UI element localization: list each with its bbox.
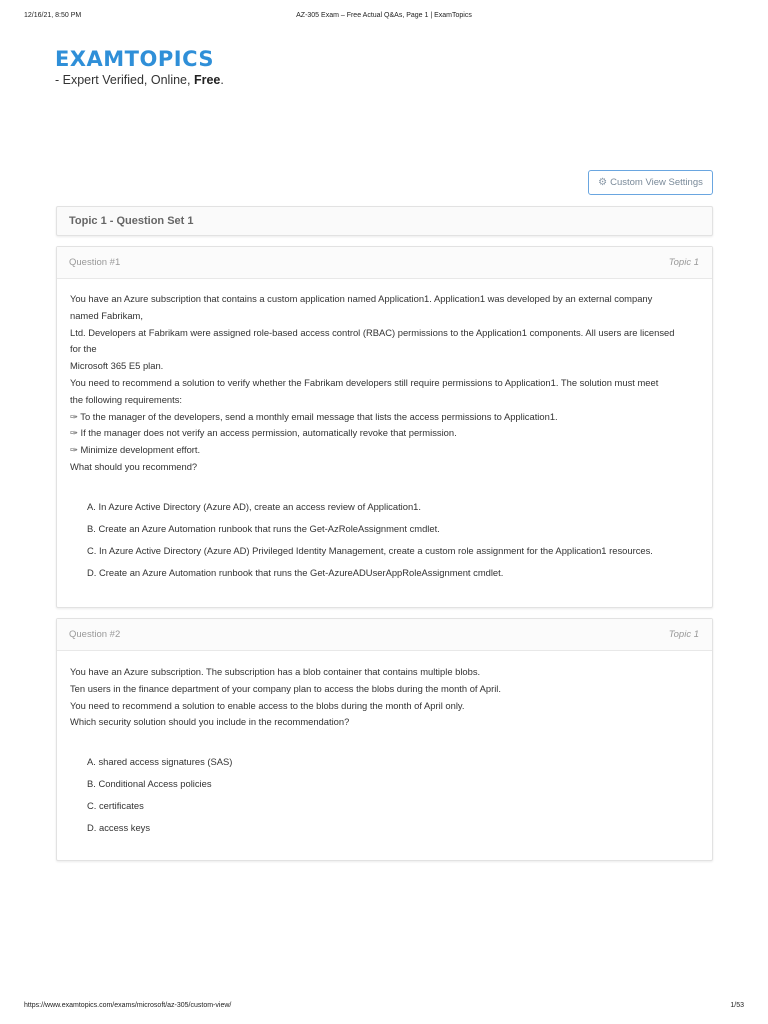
answer-choice-d[interactable]: D. access keys — [87, 822, 151, 834]
question-card-1 — [56, 246, 713, 608]
print-header — [0, 12, 768, 22]
page-number: 1/53 — [730, 1002, 744, 1009]
custom-view-settings-button[interactable] — [588, 170, 713, 195]
logo-text: EXAMTOPICS — [55, 47, 214, 71]
topic-header-card — [56, 206, 713, 236]
question-body — [57, 651, 712, 839]
examtopics-logo[interactable] — [55, 47, 214, 71]
question-text-line: named Fabrikam, — [70, 309, 143, 321]
requirement-text: To the manager of the developers, send a monthly email message that lists the access permissions to Application1. — [80, 410, 558, 422]
print-title: AZ-305 Exam – Free Actual Q&As, Page 1 | ExamTopics — [296, 12, 472, 19]
question-header — [57, 247, 712, 279]
print-date: 12/16/21, 8:50 PM — [24, 12, 82, 19]
requirement-item — [70, 425, 699, 442]
answer-choice-a[interactable]: A. shared access signatures (SAS) — [87, 756, 233, 768]
answer-choice-c[interactable]: C. certificates — [87, 800, 144, 812]
question-number: Question #1 — [69, 257, 121, 268]
arrow-bullet-icon: ✑ — [70, 444, 78, 456]
requirement-text: If the manager does not verify an access permission, automatically revoke that permission. — [80, 427, 457, 439]
answer-choice-d[interactable]: D. Create an Azure Automation runbook that runs the Get-AzureADUserAppRoleAssignment cmdlet. — [87, 566, 504, 578]
tagline — [55, 73, 224, 87]
question-text-line: Microsoft 365 E5 plan. — [70, 360, 164, 372]
answer-choice-b[interactable]: B. Conditional Access policies — [87, 778, 212, 790]
answer-choices — [70, 496, 699, 584]
arrow-bullet-icon: ✑ — [70, 427, 78, 439]
question-text-line: You have an Azure subscription. The subscription has a blob container that contains multiple blobs. — [70, 666, 481, 677]
answer-choice-c[interactable]: C. In Azure Active Directory (Azure AD) Privileged Identity Management, create a custom role assignment for the Application1 resources. — [87, 544, 653, 556]
question-text-line: You have an Azure subscription that contains a custom application named Application1. Application1 was developed by an external company — [70, 293, 653, 304]
tagline-bold: Free — [193, 73, 221, 87]
page-url[interactable]: https://www.examtopics.com/exams/microsoft/az-305/custom-view/ — [24, 1002, 232, 1009]
requirement-item — [70, 442, 699, 459]
arrow-bullet-icon: ✑ — [70, 410, 78, 422]
gear-icon: ⚙ — [598, 177, 608, 188]
question-text-line: Ten users in the finance department of your company plan to access the blobs during the month of April. — [70, 682, 501, 694]
topic-title: Topic 1 - Question Set 1 — [69, 215, 194, 227]
question-text-line: What should you recommend? — [70, 460, 198, 472]
question-text-line: Which security solution should you include in the recommendation? — [70, 716, 350, 728]
question-text-line: You need to recommend a solution to verify whether the Fabrikam developers still require permissions to Application1. The solution must meet — [70, 376, 659, 388]
question-text-line: for the — [70, 343, 97, 355]
tagline-prefix: - Expert Verified, Online, — [55, 73, 194, 87]
requirement-item — [70, 409, 699, 426]
question-header — [57, 619, 712, 651]
question-number: Question #2 — [69, 629, 121, 640]
question-body — [57, 279, 712, 584]
answer-choices — [70, 751, 699, 839]
question-text-line: You need to recommend a solution to enable access to the blobs during the month of April only. — [70, 699, 465, 711]
requirement-text: Minimize development effort. — [80, 444, 201, 456]
question-card-2 — [56, 618, 713, 861]
question-topic: Topic 1 — [668, 629, 699, 640]
custom-view-settings-label: Custom View Settings — [610, 177, 703, 188]
answer-choice-b[interactable]: B. Create an Azure Automation runbook that runs the Get-AzRoleAssignment cmdlet. — [87, 522, 440, 534]
question-topic: Topic 1 — [668, 257, 699, 268]
answer-choice-a[interactable]: A. In Azure Active Directory (Azure AD), create an access review of Application1. — [87, 500, 421, 512]
tagline-suffix: . — [220, 73, 224, 87]
question-text-line: the following requirements: — [70, 393, 183, 405]
question-text-line: Ltd. Developers at Fabrikam were assigned role-based access control (RBAC) permissions to the Application1 components. All users are licensed — [70, 326, 675, 338]
